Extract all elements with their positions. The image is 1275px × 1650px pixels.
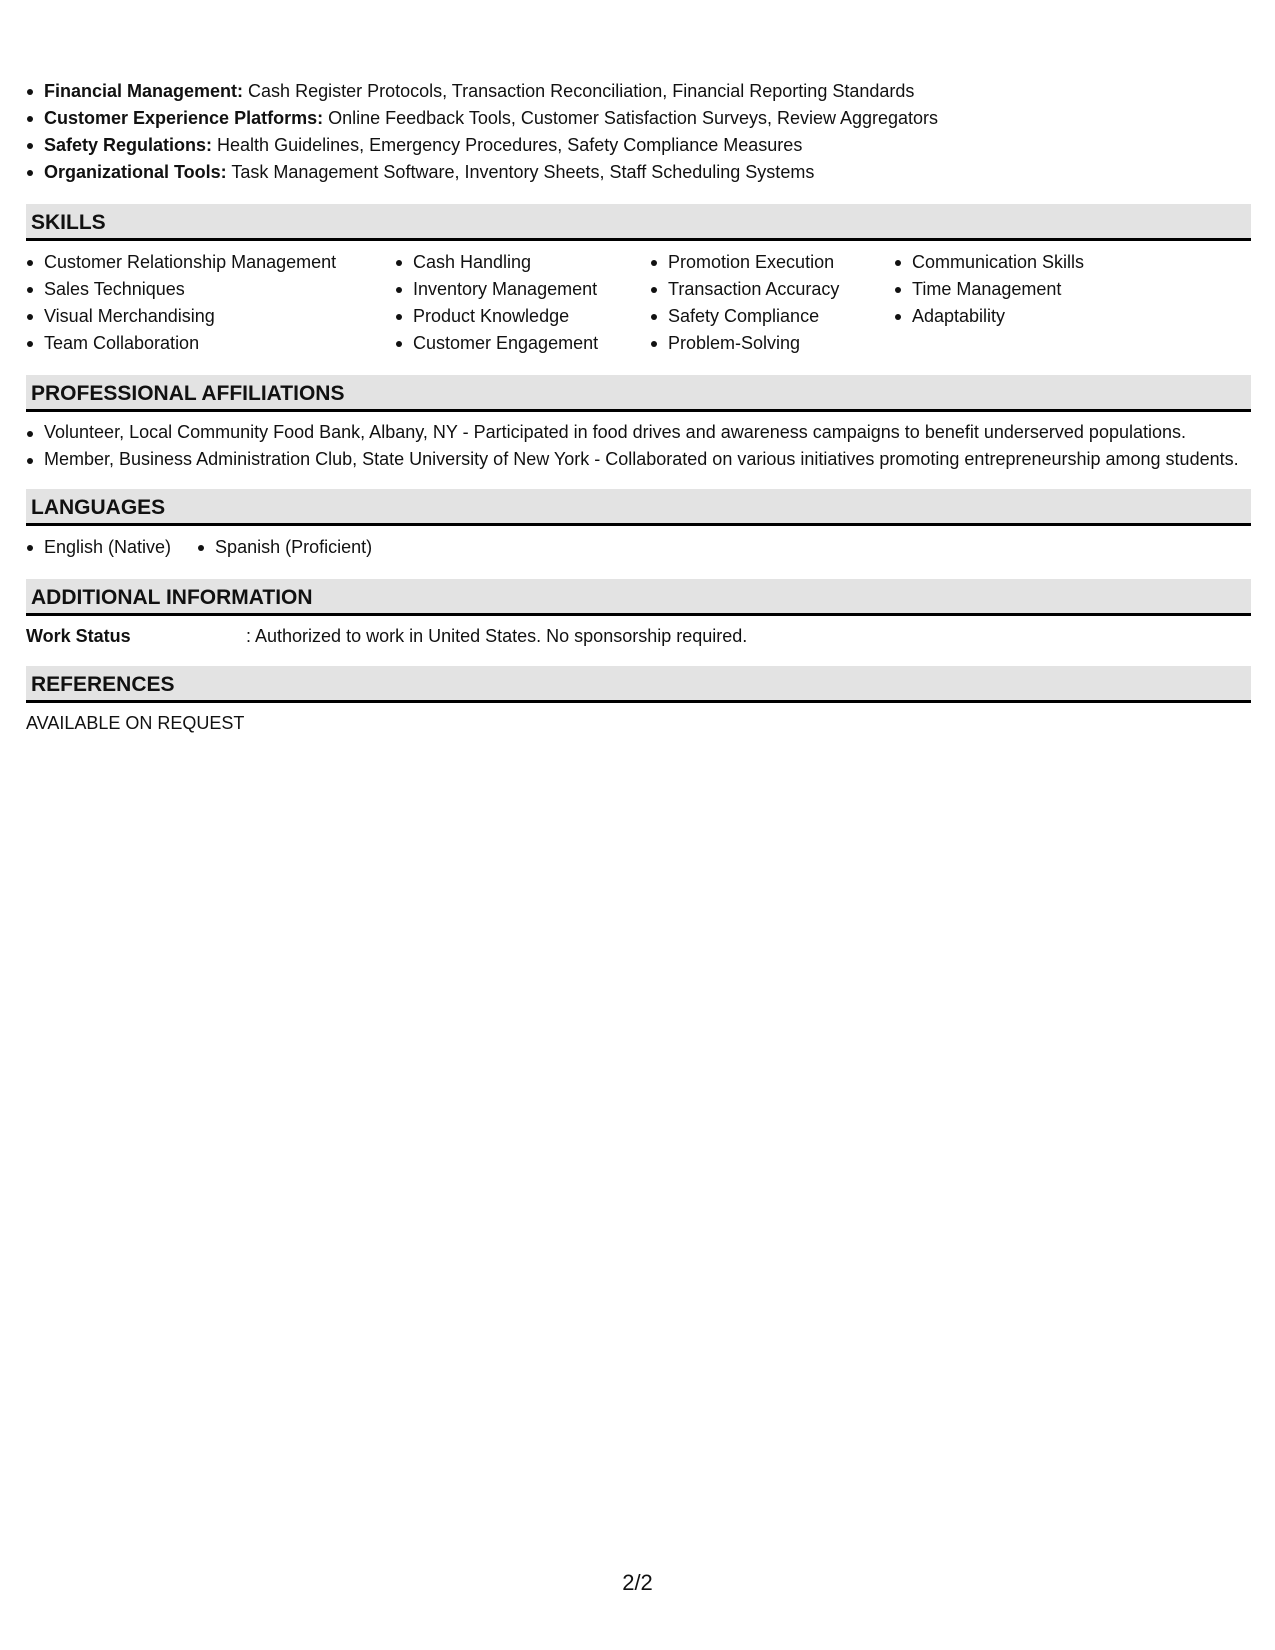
item-label: Safety Regulations: <box>44 135 213 155</box>
skill-item: Transaction Accuracy <box>668 276 894 303</box>
skill-item: Inventory Management <box>413 276 650 303</box>
skills-heading: SKILLS <box>26 204 1251 241</box>
languages-heading: LANGUAGES <box>26 489 1251 526</box>
languages-list <box>26 534 1251 561</box>
skill-item: Safety Compliance <box>668 303 894 330</box>
skill-item: Time Management <box>912 276 1162 303</box>
affiliations-list <box>26 420 1251 471</box>
skill-item: Visual Merchandising <box>44 303 395 330</box>
references-text: AVAILABLE ON REQUEST <box>26 713 245 733</box>
skills-column <box>395 249 650 357</box>
work-status-row <box>26 624 1251 648</box>
affiliation-item: Member, Business Administration Club, State University of New York - Collaborated on various initiatives promoting entrepreneurship among students. <box>44 447 1251 471</box>
skill-item: Cash Handling <box>413 249 650 276</box>
skill-item: Sales Techniques <box>44 276 395 303</box>
list-item <box>44 78 1251 105</box>
skill-item: Problem-Solving <box>668 330 894 357</box>
skills-column <box>26 249 395 357</box>
item-label: Financial Management: <box>44 81 244 101</box>
skill-item: Customer Engagement <box>413 330 650 357</box>
skill-item: Promotion Execution <box>668 249 894 276</box>
skill-item: Product Knowledge <box>413 303 650 330</box>
item-text: Health Guidelines, Emergency Procedures, Safety Compliance Measures <box>212 135 803 155</box>
language-item: Spanish (Proficient) <box>215 534 372 561</box>
skill-item: Customer Relationship Management <box>44 249 395 276</box>
resume-page-2 <box>26 78 1251 735</box>
references-heading: REFERENCES <box>26 666 1251 703</box>
skill-item: Team Collaboration <box>44 330 395 357</box>
affiliation-item: Volunteer, Local Community Food Bank, Albany, NY - Participated in food drives and awareness campaigns to benefit underserved populations. <box>44 420 1251 444</box>
item-text: Cash Register Protocols, Transaction Reconciliation, Financial Reporting Standards <box>243 81 915 101</box>
list-item <box>44 132 1251 159</box>
work-status-label: Work Status <box>26 626 131 646</box>
skill-item: Adaptability <box>912 303 1162 330</box>
skills-column <box>894 249 1162 357</box>
item-label: Organizational Tools: <box>44 162 227 182</box>
item-label: Customer Experience Platforms: <box>44 108 324 128</box>
language-item: English (Native) <box>44 534 171 561</box>
work-status-value: : Authorized to work in United States. No sponsorship required. <box>246 626 748 646</box>
item-text: Task Management Software, Inventory Sheets, Staff Scheduling Systems <box>226 162 815 182</box>
skills-column <box>650 249 894 357</box>
item-text: Online Feedback Tools, Customer Satisfaction Surveys, Review Aggregators <box>323 108 939 128</box>
page-number: 2/2 <box>622 1570 653 1595</box>
affiliations-heading: PROFESSIONAL AFFILIATIONS <box>26 375 1251 412</box>
list-item <box>44 159 1251 186</box>
list-item <box>44 105 1251 132</box>
technical-skills-list <box>26 78 1251 186</box>
skill-item: Communication Skills <box>912 249 1162 276</box>
skills-grid <box>26 249 1251 357</box>
additional-info-heading: ADDITIONAL INFORMATION <box>26 579 1251 616</box>
